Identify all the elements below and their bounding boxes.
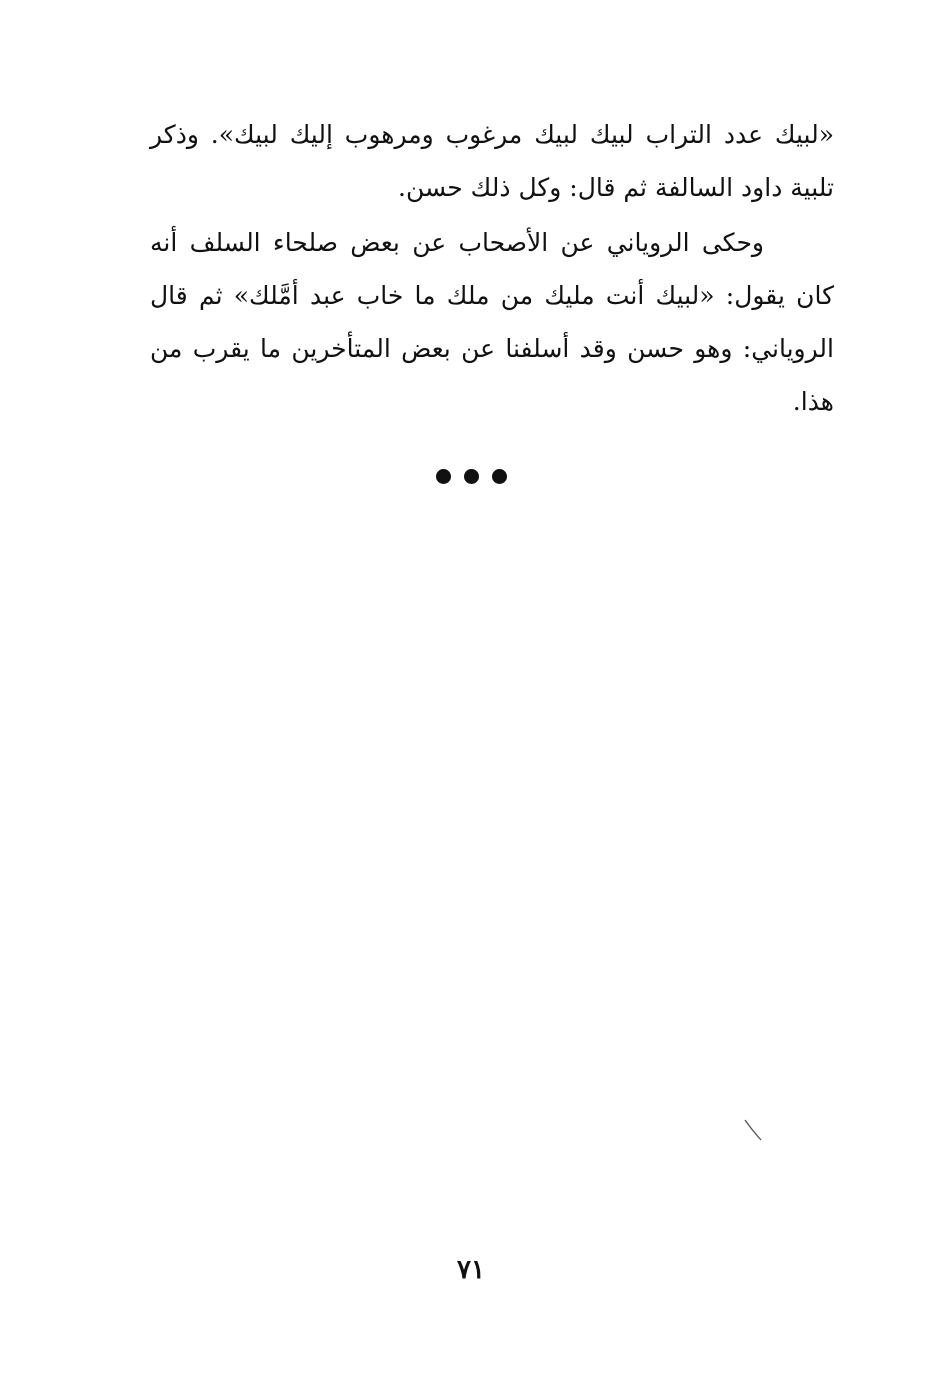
stray-ink-mark (742, 1118, 764, 1144)
separator-dot (492, 469, 507, 484)
paragraph-2: وحكى الروياني عن الأصحاب عن بعض صلحاء السلف أنه كان يقول: «لبيك أنت مليك من ملك ما خاب عبد أمَّلك» ثم قال الروياني: وهو حسن وقد أسلفنا عن بعض المتأخرين ما يقرب من هذا. (150, 228, 834, 416)
body-text (150, 108, 834, 428)
paragraph-1: «لبيك عدد التراب لبيك لبيك مرغوب ومرهوب إليك لبيك». وذكر تلبية داود السالفة ثم قال: وكل ذلك حسن. (150, 120, 834, 202)
page-number: ٧١ (457, 1255, 485, 1285)
separator-dot (436, 469, 451, 484)
section-separator (0, 469, 942, 484)
separator-dot (464, 469, 479, 484)
